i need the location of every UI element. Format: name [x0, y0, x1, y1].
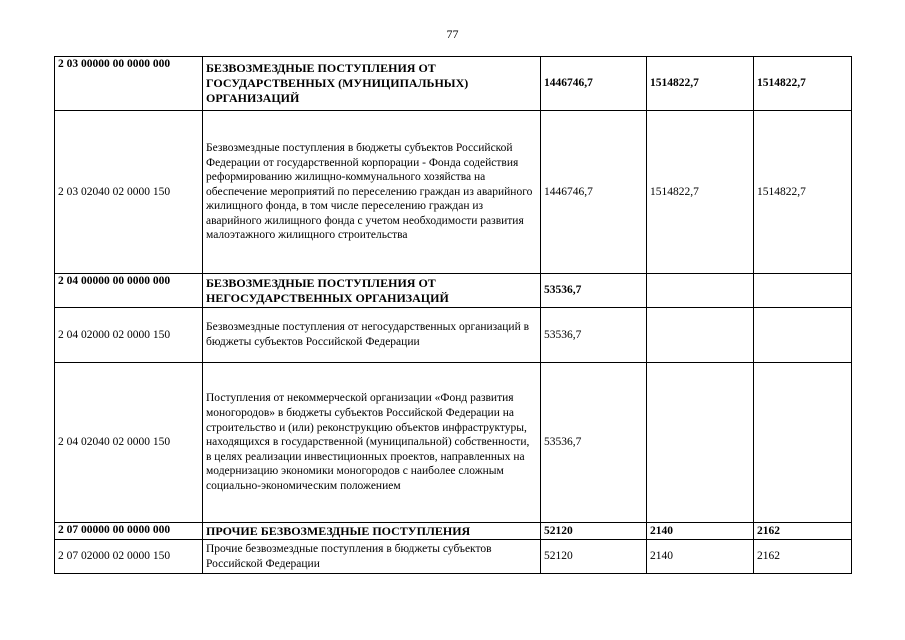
budget-code: 2 07 00000 00 0000 000 — [55, 523, 203, 540]
amount-year-2: 2140 — [647, 523, 754, 540]
revenue-name: БЕЗВОЗМЕЗДНЫЕ ПОСТУПЛЕНИЯ ОТ НЕГОСУДАРСТВЕННЫХ ОРГАНИЗАЦИЙ — [203, 274, 541, 308]
amount-year-1: 1446746,7 — [541, 57, 647, 111]
amount-year-2 — [647, 274, 754, 308]
table-row — [55, 308, 852, 363]
revenue-name: БЕЗВОЗМЕЗДНЫЕ ПОСТУПЛЕНИЯ ОТ ГОСУДАРСТВЕННЫХ (МУНИЦИПАЛЬНЫХ) ОРГАНИЗАЦИЙ — [203, 57, 541, 111]
table-row — [55, 274, 852, 308]
table-row — [55, 540, 852, 574]
amount-year-3 — [754, 308, 852, 363]
amount-year-3: 1514822,7 — [754, 111, 852, 274]
amount-year-3: 1514822,7 — [754, 57, 852, 111]
page-number: 77 — [446, 27, 459, 41]
table-row — [55, 57, 852, 111]
budget-code: 2 04 00000 00 0000 000 — [55, 274, 203, 308]
amount-year-1: 52120 — [541, 523, 647, 540]
amount-year-3 — [754, 274, 852, 308]
revenue-name: Безвозмездные поступления в бюджеты субъектов Российской Федерации от государственной корпорации - Фонда содействия реформированию жилищно-коммунального хозяйства на обеспечение мероприятий по переселению граждан из аварийного жилищного фонда, в том числе переселению граждан из аварийного жилищного фонда с учетом необходимости развития малоэтажного жилищного строительства — [203, 111, 541, 274]
revenue-name: Прочие безвозмездные поступления в бюджеты субъектов Российской Федерации — [203, 540, 541, 574]
amount-year-2 — [647, 363, 754, 523]
budget-code: 2 03 00000 00 0000 000 — [55, 57, 203, 111]
table-row — [55, 363, 852, 523]
amount-year-1: 53536,7 — [541, 363, 647, 523]
amount-year-3 — [754, 363, 852, 523]
budget-revenue-table — [54, 56, 852, 574]
budget-code: 2 07 02000 02 0000 150 — [55, 540, 203, 574]
budget-code: 2 04 02040 02 0000 150 — [55, 363, 203, 523]
amount-year-2: 1514822,7 — [647, 57, 754, 111]
budget-code: 2 04 02000 02 0000 150 — [55, 308, 203, 363]
amount-year-1: 1446746,7 — [541, 111, 647, 274]
amount-year-1: 53536,7 — [541, 274, 647, 308]
table-row — [55, 111, 852, 274]
amount-year-1: 52120 — [541, 540, 647, 574]
revenue-name: Поступления от некоммерческой организации «Фонд развития моногородов» в бюджеты субъектов Российской Федерации на строительство и (или) реконструкцию объектов инфраструктуры, находящихся в государственной (муниципальной) собственности, в целях реализации инвестиционных проектов, направленных на модернизацию экономики моногородов с наиболее сложным социально-экономическим положением — [203, 363, 541, 523]
revenue-name: ПРОЧИЕ БЕЗВОЗМЕЗДНЫЕ ПОСТУПЛЕНИЯ — [203, 523, 541, 540]
amount-year-2: 2140 — [647, 540, 754, 574]
amount-year-1: 53536,7 — [541, 308, 647, 363]
budget-code: 2 03 02040 02 0000 150 — [55, 111, 203, 274]
amount-year-2: 1514822,7 — [647, 111, 754, 274]
revenue-name: Безвозмездные поступления от негосударственных организаций в бюджеты субъектов Российской Федерации — [203, 308, 541, 363]
table-row — [55, 523, 852, 540]
amount-year-3: 2162 — [754, 523, 852, 540]
amount-year-3: 2162 — [754, 540, 852, 574]
amount-year-2 — [647, 308, 754, 363]
